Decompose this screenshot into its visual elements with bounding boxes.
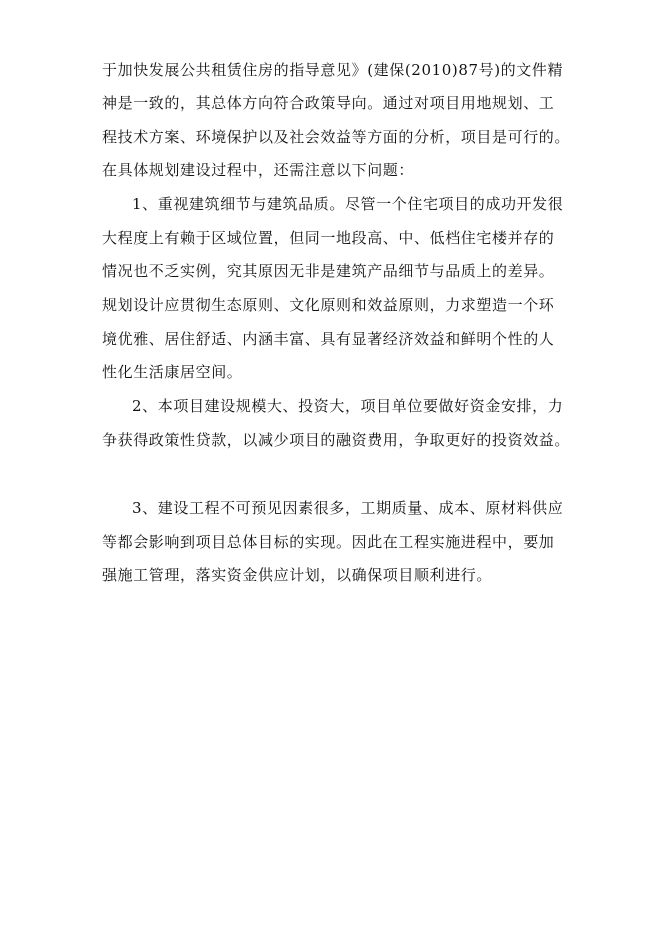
paragraph-2-line-5: 境优雅、居住舒适、内涵丰富、具有显著经济效益和鲜明个性的人 bbox=[102, 330, 555, 348]
paragraph-1-line-4: 在具体规划建设过程中，还需注意以下问题： bbox=[102, 161, 415, 179]
paragraph-4-line-1: 3、建设工程不可预见因素很多，工期质量、成本、原材料供应 bbox=[132, 499, 564, 517]
paragraph-1-line-1: 于加快发展公共租赁住房的指导意见》(建保(2010)87号)的文件精 bbox=[102, 61, 564, 79]
paragraph-3-line-1: 2、本项目建设规模大、投资大，项目单位要做好资金安排，力 bbox=[132, 397, 564, 415]
paragraph-2-line-4: 规划设计应贯彻生态原则、文化原则和效益原则，力求塑造一个环 bbox=[102, 296, 555, 314]
paragraph-3-line-2: 争获得政策性贷款，以减少项目的融资费用，争取更好的投资效益。 bbox=[102, 431, 571, 449]
paragraph-1-line-3: 程技术方案、环境保护以及社会效益等方面的分析，项目是可行的。 bbox=[102, 128, 571, 146]
paragraph-1-line-2: 神是一致的，其总体方向符合政策导向。通过对项目用地规划、工 bbox=[102, 94, 555, 112]
paragraph-2-line-1: 1、重视建筑细节与建筑品质。尽管一个住宅项目的成功开发很 bbox=[132, 195, 564, 213]
paragraph-2-line-2: 大程度上有赖于区域位置，但同一地段高、中、低档住宅楼并存的 bbox=[102, 229, 555, 247]
paragraph-4-line-2: 等都会影响到项目总体目标的实现。因此在工程实施进程中，要加 bbox=[102, 533, 555, 551]
paragraph-4-line-3: 强施工管理，落实资金供应计划，以确保项目顺利进行。 bbox=[102, 566, 493, 584]
paragraph-2-line-6: 性化生活康居空间。 bbox=[102, 363, 243, 381]
paragraph-2-line-3: 情况也不乏实例，究其原因无非是建筑产品细节与品质上的差异。 bbox=[102, 262, 555, 280]
